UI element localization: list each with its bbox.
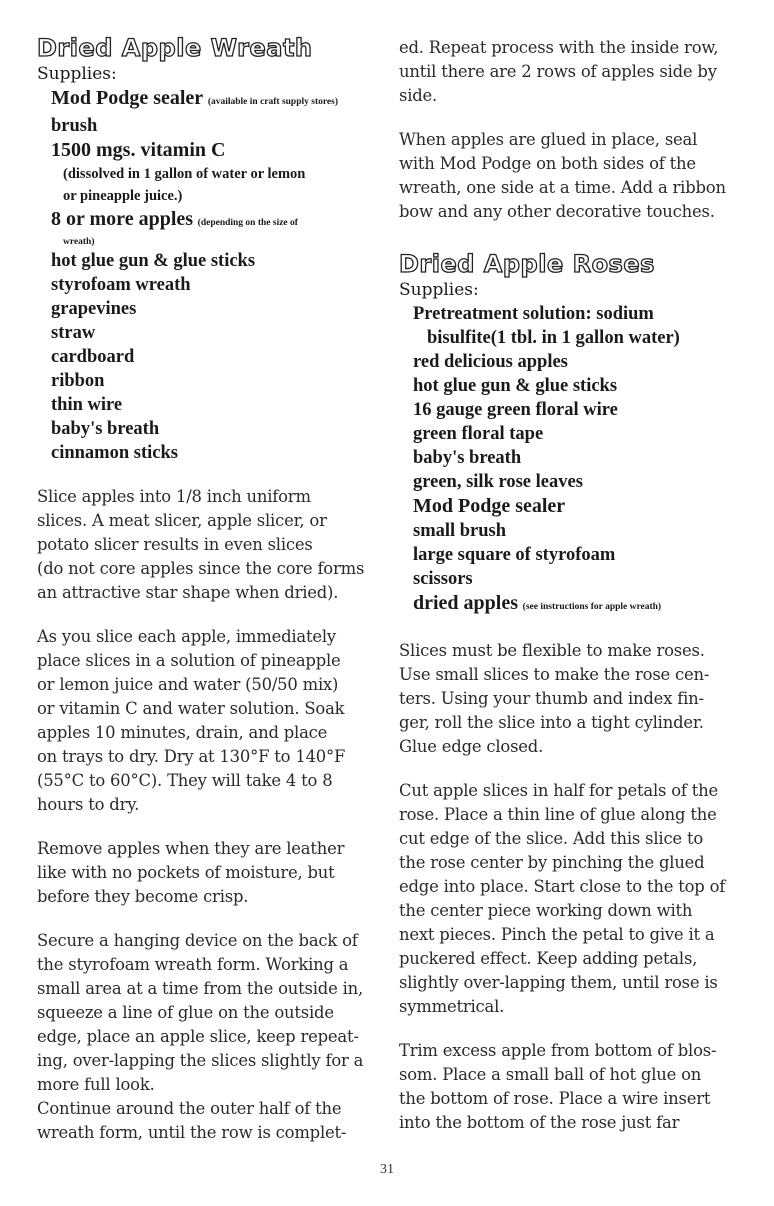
list-item: hot glue gun & glue sticks [413,376,618,396]
wreath-supplies-label: Supplies: [37,64,117,84]
list-item: thin wire [51,395,123,415]
paragraph: Trim excess apple from bottom of blos- som. Place a small ball of hot glue on the bottom of rose. Place a wire insert into the bottom of the rose just far [399,1041,717,1132]
paragraph: Slice apples into 1/8 inch uniform slices. A meat slicer, apple slicer, or potato slicer results in even slices (do not core apples since the core forms an attractive star shape when dried). [37,487,365,602]
list-item-note: (dissolved in 1 gallon of water or lemon [63,166,306,182]
list-item: straw [51,323,96,343]
paragraph: Secure a hanging device on the back of the styrofoam wreath form. Working a small area at a time from the outside in, squeeze a line of glue on the outside edge, place an apple slice, keep repeat- ing, over-lapping the slices slightly for a more full look. Continue around the outer half of the wreath form, until the row is complet- [37,931,364,1142]
list-item: baby's breath [51,419,160,439]
list-item: cardboard [51,347,135,367]
list-item: green, silk rose leaves [413,472,583,492]
roses-title: Dried Apple Roses [399,250,655,278]
paragraph: ed. Repeat process with the inside row, until there are 2 rows of apples side by side. [399,38,719,105]
list-item: large square of styrofoam [413,545,616,565]
list-item-note: or pineapple juice.) [63,188,183,204]
wreath-title: Dried Apple Wreath [37,34,313,62]
paragraph: Slices must be flexible to make roses. Use small slices to make the rose cen- ters. Using your thumb and index fin- ger, roll the slice into a tight cylinder. Glue edge closed. [399,641,710,756]
list-item: red delicious apples [413,352,568,372]
list-item: small brush [413,521,507,541]
roses-supplies-label: Supplies: [399,280,479,300]
list-item: cinnamon sticks [51,443,178,463]
paragraph: As you slice each apple, immediately place slices in a solution of pineapple or lemon juice and water (50/50 mix) or vitamin C and water solution. Soak apples 10 minutes, drain, and place on trays to dry. Dry at 130°F to 140°F (55°C to 60°C). They will take 4 to 8 hours to dry. [37,627,346,814]
wreath-supplies-list [37,86,382,465]
list-item: grapevines [51,299,137,319]
list-item: Pretreatment solution: sodium [413,304,654,324]
list-item: Mod Podge sealer (available in craft supply stores) [51,87,338,109]
roses-supplies-list [399,302,749,619]
list-item: brush [51,116,98,136]
left-column [37,34,382,1145]
list-item: Mod Podge sealer [413,495,566,517]
list-item: bisulfite(1 tbl. in 1 gallon water) [427,328,680,348]
list-item: styrofoam wreath [51,275,191,295]
list-item: ribbon [51,371,105,391]
list-item: 8 or more apples (depending on the size of [51,208,298,230]
list-item-note: wreath) [63,237,95,247]
paragraph: Cut apple slices in half for petals of the rose. Place a thin line of glue along the cut edge of the slice. Add this slice to the rose center by pinching the glued edge into place. Start close to the top of the center piece working down with next pieces. Pinch the petal to give it a puckered effect. Keep adding petals, slightly over-lapping them, until rose is symmetrical. [399,781,726,1016]
list-item: hot glue gun & glue sticks [51,251,256,271]
right-column [399,36,749,1135]
list-item: dried apples (see instructions for apple wreath) [413,592,662,614]
list-item: 1500 mgs. vitamin C [51,139,226,161]
paragraph: Remove apples when they are leather like with no pockets of moisture, but before they become crisp. [37,839,345,906]
paragraph: When apples are glued in place, seal with Mod Podge on both sides of the wreath, one side at a time. Add a ribbon bow and any other decorative touches. [399,130,726,221]
list-item: baby's breath [413,448,522,468]
list-item: 16 gauge green floral wire [413,400,618,420]
page-number: 31 [380,1162,394,1177]
list-item: green floral tape [413,424,544,444]
list-item: scissors [413,569,473,589]
